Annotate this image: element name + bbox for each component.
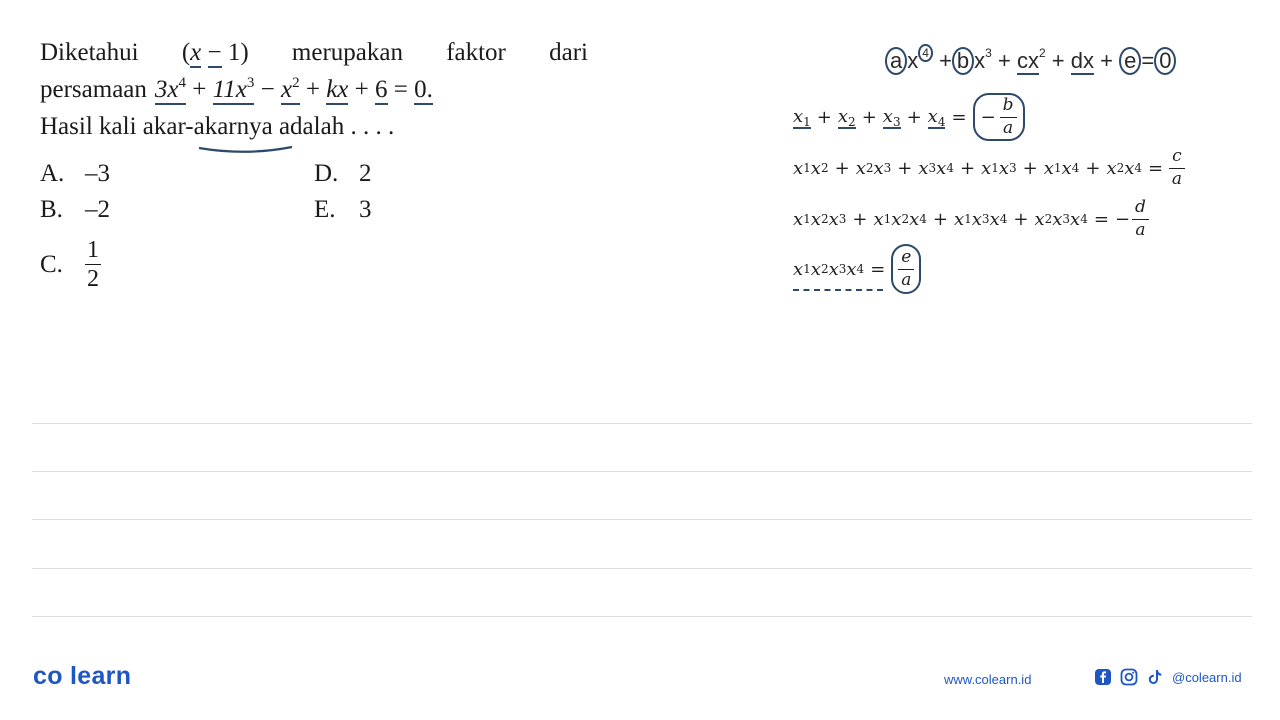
social-links: [1094, 668, 1242, 686]
vieta-sum: $x_1$ + $x_2$ + $x_3$ + $x_4$ = − $\frac{b}{a}$: [793, 93, 1025, 141]
tiktok-icon[interactable]: [1146, 668, 1164, 686]
social-handle[interactable]: @colearn.id: [1172, 669, 1242, 685]
dashed-underline: [793, 289, 883, 291]
question-line-3: Hasil kali akar-akarnya adalah . . . .: [40, 113, 395, 140]
website-link[interactable]: www.colearn.id: [944, 672, 1032, 687]
ruled-line: [32, 471, 1252, 472]
word: merupakan: [291, 39, 403, 66]
ruled-line: [32, 423, 1252, 424]
ruled-line: [32, 616, 1252, 617]
choice-e[interactable]: E. 3: [314, 196, 372, 223]
word: Diketahui: [40, 39, 139, 66]
ruled-line: [32, 568, 1252, 569]
question-line-2: [40, 71, 588, 108]
vieta-product: x 1 x 2 x 3 x 4 = $\frac{e}{a}$: [793, 244, 921, 294]
fraction: $\frac{1}{2}$: [87, 237, 99, 292]
word: persamaan: [40, 76, 147, 103]
factor-expression: (x − 1): [181, 39, 249, 66]
vieta-pairs: x 1 x 2 + x 2 x 3 + x 3 x 4 + x 1 x 3 + x 1 x 4 + x 2 x 4 = $\frac{c}{a}$: [793, 148, 1185, 188]
polynomial-equation: $3x^4 + 11x^3 - x^2$ + kx + 6 = 0.: [154, 75, 433, 103]
colearn-logo: co learn: [33, 662, 132, 690]
choice-a[interactable]: A. –3: [40, 160, 110, 187]
underline-stroke: [196, 140, 296, 156]
facebook-icon[interactable]: [1094, 668, 1112, 686]
choice-d[interactable]: D. 2: [314, 160, 372, 187]
general-polynomial: a x $^4$ + b $x^3 + cx^2$ + dx + e = 0: [885, 44, 1176, 75]
ruled-line: [32, 519, 1252, 520]
question-text: [40, 34, 588, 145]
vieta-triples: x 1 x 2 x 3 + x 1 x 2 x 4 + x 1 x 3 x 4 + x 2 x 3 x 4 = − $\frac{d}{a}$: [793, 199, 1149, 239]
choice-c[interactable]: C. $\frac{1}{2}$: [40, 237, 99, 292]
instagram-icon[interactable]: [1120, 668, 1138, 686]
choice-b[interactable]: B. –2: [40, 196, 110, 223]
word: faktor: [446, 39, 506, 66]
question-line-1: [40, 34, 588, 71]
word: dari: [549, 39, 588, 66]
